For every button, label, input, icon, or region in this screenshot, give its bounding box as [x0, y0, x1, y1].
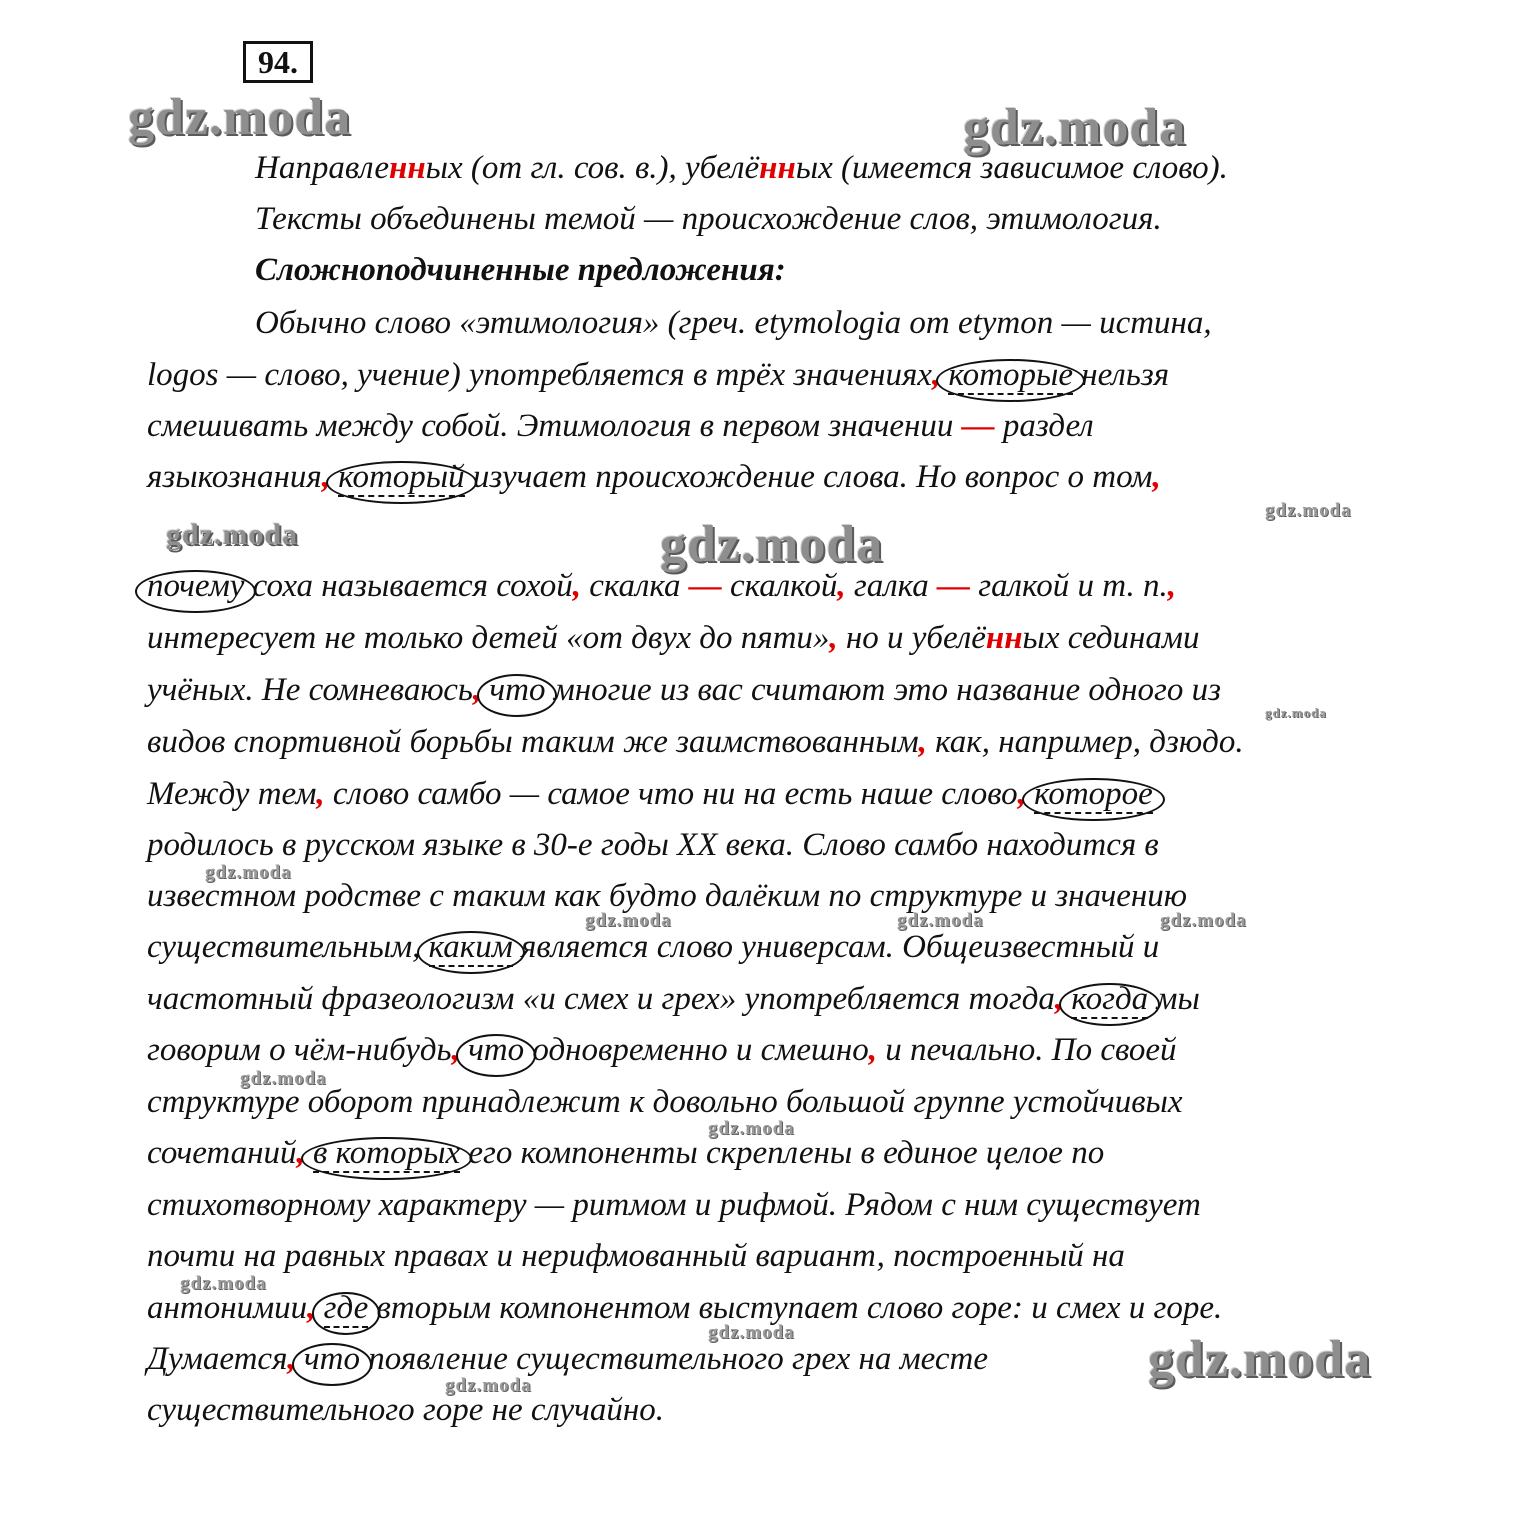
text-line: видов спортивной борьбы таким же заимствованным, как, например, дзюдо.: [147, 724, 1244, 760]
conjunction-oval: где: [323, 1290, 369, 1326]
text-line: смешивать между собой. Этимология в первом значении — раздел: [147, 408, 1094, 444]
watermark: gdz.moda: [897, 910, 984, 931]
conjunction-oval: которые: [948, 357, 1073, 393]
watermark: gdz.moda: [166, 518, 299, 551]
watermark: gdz.moda: [585, 910, 672, 931]
watermark: gdz.moda: [1265, 500, 1352, 521]
conjunction-oval: в которых: [313, 1135, 461, 1171]
conjunction-oval: почему: [147, 568, 245, 604]
text-line: Между тем, слово самбо — самое что ни на есть наше слово, которое: [147, 776, 1153, 812]
watermark: gdz.moda: [445, 1375, 532, 1396]
conjunction-oval: каким: [428, 929, 513, 965]
watermark: gdz.moda: [708, 1322, 795, 1343]
text-line: известном родстве с таким как будто далёким по структуре и значению: [147, 878, 1188, 914]
watermark: gdz.moda: [128, 89, 352, 146]
text-line: существительного горе не случайно.: [147, 1392, 665, 1428]
text-line: почти на равных правах и нерифмованный вариант, построенный на: [147, 1238, 1125, 1274]
text-line: Думается, что появление существительного грех на месте: [147, 1341, 988, 1377]
text-line: учёных. Не сомневаюсь, что многие из вас считают это название одного из: [147, 672, 1222, 708]
watermark: gdz.moda: [240, 1068, 327, 1089]
exercise-number: 94.: [243, 41, 313, 83]
conjunction-oval: что: [468, 1032, 525, 1068]
conjunction-oval: что: [303, 1341, 360, 1377]
watermark: gdz.moda: [1160, 910, 1247, 931]
text-line: антонимии, где вторым компонентом выступает слово горе: и смех и горе.: [147, 1290, 1223, 1326]
text-line: почему соха называется сохой, скалка — скалкой, галка — галкой и т. п.,: [147, 568, 1176, 604]
watermark: gdz.moda: [1148, 1331, 1372, 1388]
watermark: gdz.moda: [205, 862, 292, 883]
text-line: существительным, каким является слово универсам. Общеизвестный и: [147, 929, 1160, 965]
conjunction-oval: что: [489, 672, 546, 708]
text-line: языкознания, который изучает происхождение слова. Но вопрос о том,: [147, 459, 1161, 495]
conjunction-oval: которое: [1034, 776, 1153, 812]
watermark: gdz.moda: [963, 99, 1187, 156]
watermark: gdz.moda: [180, 1273, 267, 1294]
text-line: частотный фразеологизм «и смех и грех» употребляется тогда, когда мы: [147, 981, 1200, 1017]
conjunction-oval: который: [338, 459, 465, 495]
text-line: logos — слово, учение) употребляется в трёх значениях, которые нельзя: [147, 357, 1170, 393]
watermark: gdz.moda: [708, 1118, 795, 1139]
intro-line-1: Направленных (от гл. сов. в.), убелённых (имеется зависимое слово).: [255, 150, 1228, 186]
text-line: структуре оборот принадлежит к довольно большой группе устойчивых: [147, 1084, 1183, 1120]
text-line: Обычно слово «этимология» (греч. etymologia от etymon — истина,: [255, 305, 1212, 341]
intro-line-2: Тексты объединены темой — происхождение слов, этимология.: [255, 201, 1162, 237]
section-heading: Сложноподчиненные предложения:: [255, 252, 786, 288]
watermark: gdz.moda: [660, 516, 884, 573]
watermark: gdz.moda: [1265, 705, 1327, 720]
conjunction-oval: когда: [1071, 981, 1149, 1017]
text-line: стихотворному характеру — ритмом и рифмой. Рядом с ним существует: [147, 1187, 1201, 1223]
text-line: сочетаний, в которых его компоненты скреплены в единое целое по: [147, 1135, 1105, 1171]
text-line: интересует не только детей «от двух до пяти», но и убелённых сединами: [147, 620, 1200, 656]
text-line: говорим о чём-нибудь, что одновременно и смешно, и печально. По своей: [147, 1032, 1177, 1068]
text-line: родилось в русском языке в 30-е годы XX века. Слово самбо находится в: [147, 827, 1159, 863]
